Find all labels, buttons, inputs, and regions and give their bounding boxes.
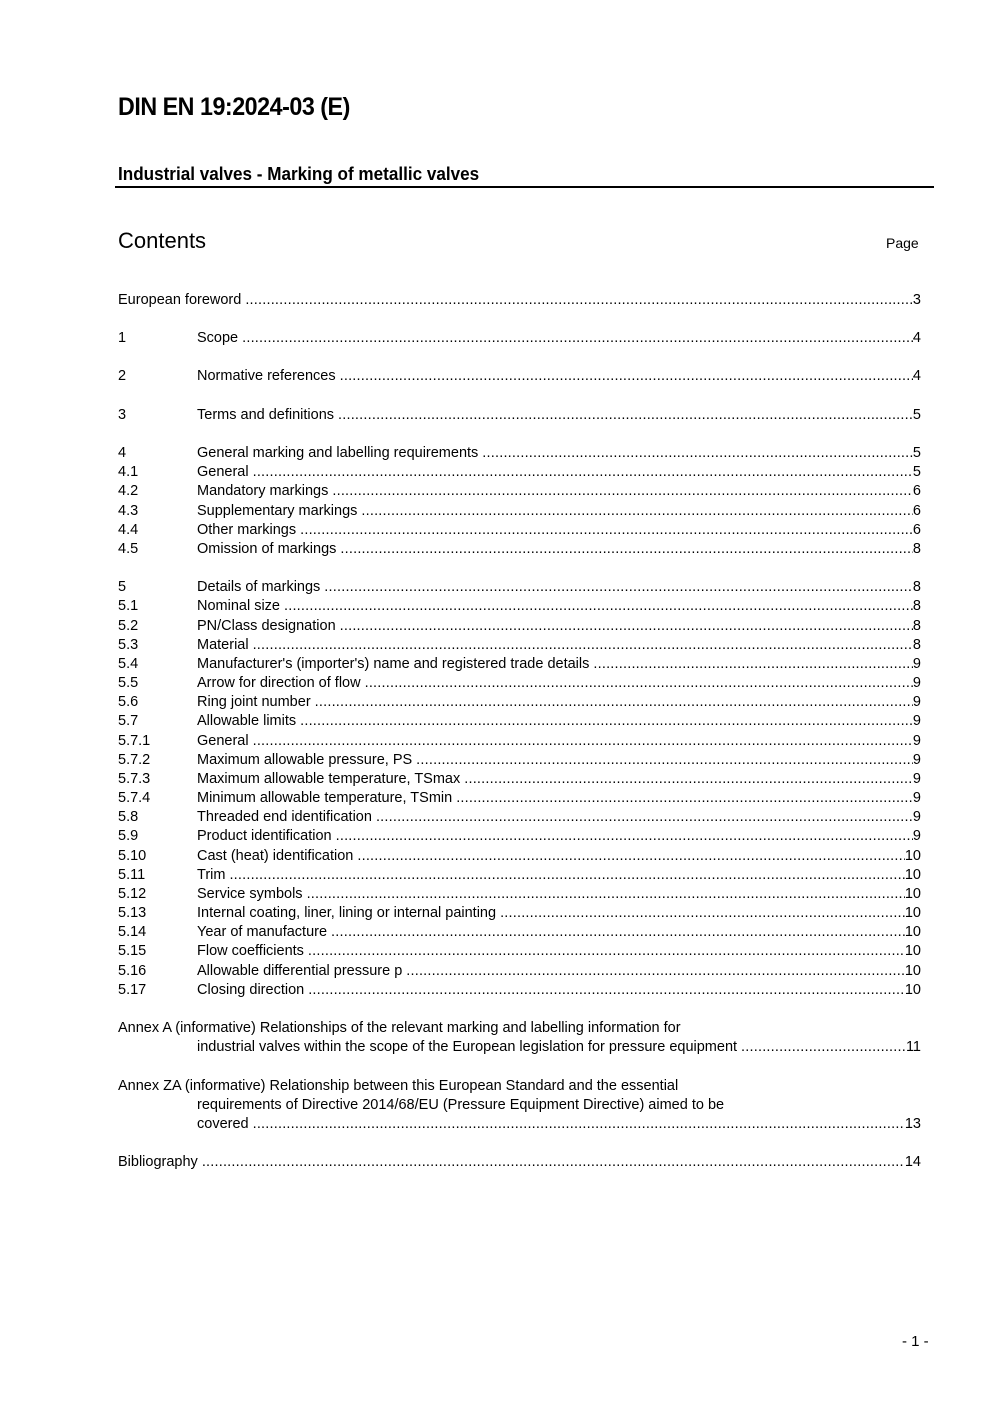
leader-dots (340, 618, 913, 634)
toc-entry-page: 6 (912, 503, 921, 519)
toc-entry-page: 5 (912, 445, 921, 461)
toc-entry-title: Year of manufacture (197, 924, 328, 940)
leader-dots (253, 637, 913, 653)
leader-dots (416, 752, 913, 768)
toc-entry-number: 5.12 (118, 886, 147, 902)
leader-dots (406, 963, 905, 979)
toc-entry-title: Supplementary markings (197, 503, 358, 519)
toc-entry-number: 5.13 (118, 905, 147, 921)
toc-entry-page: 9 (912, 790, 921, 806)
toc-entry-number: 4.3 (118, 503, 139, 519)
toc-entry-title: Allowable limits (197, 713, 297, 729)
toc-entry-title: Product identification (197, 828, 332, 844)
toc-entry[interactable] (118, 982, 921, 1001)
leader-dots (242, 330, 913, 346)
toc-entry-page: 5 (912, 407, 921, 423)
annex-a-line1[interactable]: Annex A (informative) Relationships of the relevant marking and labelling information for (118, 1020, 681, 1036)
toc-entry-number: 5.8 (118, 809, 139, 825)
toc-entry-title: Closing direction (197, 982, 305, 998)
leader-dots (253, 464, 913, 480)
toc-entry[interactable] (118, 541, 921, 560)
leader-dots (315, 694, 913, 710)
toc-entry[interactable] (118, 368, 921, 387)
leader-dots (500, 905, 905, 921)
toc-entry-title: Trim (197, 867, 226, 883)
page-column-label: Page (886, 235, 919, 251)
toc-entry-title: Manufacturer's (importer's) name and registered trade details (197, 656, 590, 672)
toc-entry-page: 3 (912, 292, 921, 308)
leader-dots (300, 713, 913, 729)
leader-dots (308, 943, 905, 959)
toc-entry-number: 5.4 (118, 656, 139, 672)
toc-entry-number: 4.5 (118, 541, 139, 557)
toc-entry-page: 13 (904, 1116, 921, 1132)
leader-dots (340, 541, 913, 557)
toc-entry-page: 10 (904, 886, 921, 902)
toc-entry-number: 5.3 (118, 637, 139, 653)
toc-entry-page: 9 (912, 713, 921, 729)
toc-entry-number: 5.2 (118, 618, 139, 634)
leader-dots (361, 503, 913, 519)
leader-dots (357, 848, 905, 864)
toc-entry-page: 10 (904, 924, 921, 940)
title-rule (115, 186, 934, 188)
page-number: - 1 - (902, 1333, 929, 1350)
toc-entry-number: 5.7 (118, 713, 139, 729)
toc-entry[interactable] (118, 483, 921, 502)
toc-entry-number: 5.9 (118, 828, 139, 844)
toc-entry-page: 8 (912, 637, 921, 653)
toc-entry[interactable] (118, 618, 921, 637)
toc-entry[interactable] (118, 963, 921, 982)
leader-dots (741, 1039, 906, 1055)
toc-entry[interactable] (118, 694, 921, 713)
toc-entry-number: 1 (118, 330, 127, 346)
leader-dots (324, 579, 913, 595)
toc-entry-page: 9 (912, 752, 921, 768)
leader-dots (336, 828, 913, 844)
toc-entry-number: 5.14 (118, 924, 147, 940)
toc-entry-page: 10 (904, 963, 921, 979)
toc-entry-title: Minimum allowable temperature, TSmin (197, 790, 453, 806)
toc-entry-title: Details of markings (197, 579, 321, 595)
toc-entry[interactable] (118, 752, 921, 771)
toc-entry-page: 10 (904, 943, 921, 959)
toc-entry-page: 9 (912, 771, 921, 787)
toc-entry-number: 5.10 (118, 848, 147, 864)
toc-entry-number: 5.11 (118, 867, 146, 883)
toc-entry-number: 5.7.2 (118, 752, 151, 768)
toc-entry-page: 10 (904, 848, 921, 864)
toc-entry-title: Internal coating, liner, lining or internal painting (197, 905, 497, 921)
leader-dots (284, 598, 913, 614)
toc-entry[interactable] (118, 656, 921, 675)
toc-entry-title: Maximum allowable pressure, PS (197, 752, 413, 768)
toc-entry-title: Other markings (197, 522, 297, 538)
toc-entry[interactable] (118, 848, 921, 867)
leader-dots (376, 809, 913, 825)
leader-dots (365, 675, 913, 691)
toc-entry-page: 9 (912, 809, 921, 825)
toc-entry-foreword[interactable] (118, 292, 921, 311)
toc-entry[interactable] (118, 924, 921, 943)
leader-dots (464, 771, 913, 787)
toc-entry-number: 5.7.3 (118, 771, 151, 787)
toc-entry-title: PN/Class designation (197, 618, 336, 634)
toc-entry-title: Normative references (197, 368, 336, 384)
toc-entry-page: 4 (912, 330, 921, 346)
toc-entry[interactable] (118, 579, 921, 598)
toc-entry-title: Material (197, 637, 249, 653)
toc-entry[interactable] (118, 733, 921, 752)
toc-entry[interactable] (118, 330, 921, 349)
annex-za-line2[interactable]: requirements of Directive 2014/68/EU (Pressure Equipment Directive) aimed to be (197, 1097, 725, 1113)
toc-entry-title: Omission of markings (197, 541, 337, 557)
toc-entry[interactable] (118, 867, 921, 886)
toc-entry[interactable] (118, 675, 921, 694)
toc-entry[interactable] (118, 809, 921, 828)
toc-entry-number: 5.7.4 (118, 790, 151, 806)
toc-entry-page: 9 (912, 656, 921, 672)
toc-entry[interactable] (118, 598, 921, 617)
toc-entry-title: industrial valves within the scope of the European legislation for pressure equipment (197, 1039, 738, 1055)
toc-entry-title: Mandatory markings (197, 483, 329, 499)
toc-entry-page: 9 (912, 694, 921, 710)
toc-entry-number: 5.15 (118, 943, 147, 959)
toc-entry-title: Flow coefficients (197, 943, 304, 959)
leader-dots (245, 292, 913, 308)
leader-dots (331, 924, 905, 940)
leader-dots (307, 886, 905, 902)
toc-entry-page: 10 (904, 905, 921, 921)
leader-dots (482, 445, 913, 461)
toc-entry[interactable] (118, 713, 921, 732)
toc-entry-number: 5.16 (118, 963, 147, 979)
toc-entry-number: 2 (118, 368, 127, 384)
toc-entry[interactable] (118, 445, 921, 464)
toc-entry[interactable] (118, 522, 921, 541)
toc-entry-title: Maximum allowable temperature, TSmax (197, 771, 461, 787)
toc-entry-title: Ring joint number (197, 694, 311, 710)
leader-dots (202, 1154, 905, 1170)
leader-dots (332, 483, 913, 499)
toc-entry-page: 9 (912, 675, 921, 691)
toc-entry-number: 5.6 (118, 694, 139, 710)
toc-entry-title: Service symbols (197, 886, 303, 902)
leader-dots (456, 790, 913, 806)
toc-entry[interactable] (118, 886, 921, 905)
toc-entry-number: 5.5 (118, 675, 139, 691)
toc-entry-title: Arrow for direction of flow (197, 675, 361, 691)
toc-entry-title: Nominal size (197, 598, 280, 614)
toc-entry-annex-za[interactable] (197, 1116, 921, 1135)
leader-dots (253, 1116, 905, 1132)
toc-entry-page: 14 (904, 1154, 921, 1170)
toc-entry-title: Bibliography (118, 1154, 198, 1170)
toc-entry-number: 5 (118, 579, 127, 595)
leader-dots (340, 368, 913, 384)
toc-entry[interactable] (118, 771, 921, 790)
toc-entry-number: 4.1 (118, 464, 139, 480)
toc-entry-page: 6 (912, 483, 921, 499)
document-id: DIN EN 19:2024-03 (E) (118, 93, 350, 121)
toc-entry-page: 8 (912, 579, 921, 595)
toc-entry-title: Allowable differential pressure p (197, 963, 403, 979)
toc-entry-page: 4 (912, 368, 921, 384)
toc-entry[interactable] (118, 503, 921, 522)
toc-entry-page: 9 (912, 828, 921, 844)
toc-entry-title: General (197, 464, 249, 480)
toc-entry-title: Threaded end identification (197, 809, 372, 825)
leader-dots (253, 733, 913, 749)
toc-entry[interactable] (118, 943, 921, 962)
toc-entry-number: 5.17 (118, 982, 147, 998)
leader-dots (308, 982, 905, 998)
toc-entry-page: 9 (912, 733, 921, 749)
annex-za-line1[interactable]: Annex ZA (informative) Relationship between this European Standard and the essential (118, 1078, 679, 1094)
leader-dots (338, 407, 913, 423)
toc-entry-page: 10 (904, 982, 921, 998)
toc-entry-number: 5.1 (118, 598, 139, 614)
toc-entry-page: 10 (904, 867, 921, 883)
toc-entry-page: 6 (912, 522, 921, 538)
toc-entry-annex-a[interactable] (197, 1039, 921, 1058)
toc-entry[interactable] (118, 790, 921, 809)
contents-heading: Contents (118, 228, 207, 253)
toc-entry-title: General (197, 733, 249, 749)
toc-entry-page: 11 (905, 1039, 921, 1055)
toc-entry-title: Scope (197, 330, 239, 346)
toc-entry-title: Cast (heat) identification (197, 848, 354, 864)
toc-entry-bibliography[interactable] (118, 1154, 921, 1173)
toc-entry-number: 4.4 (118, 522, 139, 538)
toc-entry-number: 5.7.1 (118, 733, 151, 749)
toc-entry-page: 8 (912, 618, 921, 634)
toc-entry-title: General marking and labelling requirements (197, 445, 479, 461)
document-subtitle: Industrial valves - Marking of metallic valves (118, 164, 480, 184)
toc-entry-number: 4.2 (118, 483, 139, 499)
toc-entry[interactable] (118, 407, 921, 426)
toc-entry-title: covered (197, 1116, 249, 1132)
toc-entry[interactable] (118, 905, 921, 924)
toc-entry-title: Terms and definitions (197, 407, 335, 423)
toc-entry-number: 4 (118, 445, 127, 461)
leader-dots (300, 522, 913, 538)
leader-dots (229, 867, 904, 883)
leader-dots (593, 656, 913, 672)
toc-entry[interactable] (118, 637, 921, 656)
toc-entry[interactable] (118, 464, 921, 483)
toc-entry-page: 5 (912, 464, 921, 480)
toc-entry-page: 8 (912, 541, 921, 557)
toc-entry-title: European foreword (118, 292, 242, 308)
toc-entry[interactable] (118, 828, 921, 847)
toc-entry-number: 3 (118, 407, 127, 423)
toc-entry-page: 8 (912, 598, 921, 614)
